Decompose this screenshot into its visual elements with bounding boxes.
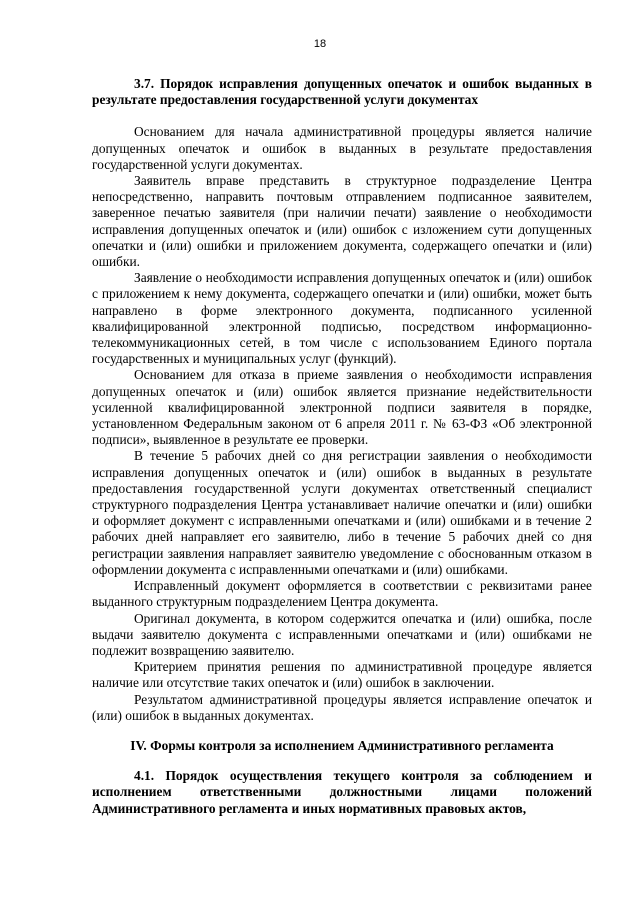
section-heading-iv: IV. Формы контроля за исполнением Административного регламента	[130, 737, 554, 753]
section-heading-4-1: 4.1. Порядок осуществления текущего контроля за соблюдением и исполнением ответственными должностными лицами положений Административного регламента и иных нормативных правовых актов,	[92, 768, 592, 816]
page-content	[92, 76, 592, 817]
section-heading-3-7: 3.7. Порядок исправления допущенных опечаток и ошибок выданных в результате предоставления государственной услуги документах	[92, 76, 592, 108]
paragraph: Заявление о необходимости исправления допущенных опечаток и (или) ошибок с приложением к нему документа, содержащего опечатки и (или) ошибки, может быть направлено в форме электронного документа, подписанного усиленной квалифицированной электронной подписью, посредством информационно-телекоммуникационных сетей, в том числе с использованием Единого портала государственных и муниципальных услуг (функций).	[92, 270, 592, 367]
paragraph: Основанием для отказа в приеме заявления о необходимости исправления допущенных опечаток и (или) ошибок является признание недействительности усиленной квалифицированной электронной подписи заявителя в порядке, установленном Федеральным законом от 6 апреля 2011 г. № 63-ФЗ «Об электронной подписи», выявленное в результате ее проверки.	[92, 367, 592, 448]
paragraph: Оригинал документа, в котором содержится опечатка и (или) ошибка, после выдачи заявителю документа с исправленными опечатками и (или) ошибками не подлежит возвращению заявителю.	[92, 610, 592, 658]
paragraph: Основанием для начала административной процедуры является наличие допущенных опечаток и ошибок в выданных в результате предоставления государственной услуги документах.	[92, 124, 592, 172]
paragraph: Критерием принятия решения по административной процедуре является наличие или отсутствие таких опечаток и (или) ошибок в заключении.	[92, 659, 592, 691]
page-number: 18	[313, 38, 327, 50]
paragraph: Исправленный документ оформляется в соответствии с реквизитами ранее выданного структурным подразделением Центра документа.	[92, 578, 592, 610]
paragraph: Результатом административной процедуры является исправление опечаток и (или) ошибок в выданных документах.	[92, 691, 592, 723]
paragraph: В течение 5 рабочих дней со дня регистрации заявления о необходимости исправления допущенных опечаток и (или) ошибок в выданных в результате предоставления государственной услуги документах ответственный специалист структурного подразделения Центра устанавливает наличие опечатки и (или) ошибки и оформляет документ с исправленными опечатками и (или) ошибками и в течение 2 рабочих дней направляет его заявителю, либо в течение 5 рабочих дней со дня регистрации заявления направляет заявителю уведомление с обоснованным отказом в оформлении документа с исправленными опечатками и (или) ошибками.	[92, 448, 592, 577]
paragraph: Заявитель вправе представить в структурное подразделение Центра непосредственно, направить почтовым отправлением подписанное заявителем, заверенное печатью заявителя (при наличии печати) заявление о необходимости исправления допущенных опечаток и (или) ошибок с изложением сути допущенных опечатки и (или) ошибки и приложением документа, содержащего опечатки и (или) ошибки.	[92, 173, 592, 270]
